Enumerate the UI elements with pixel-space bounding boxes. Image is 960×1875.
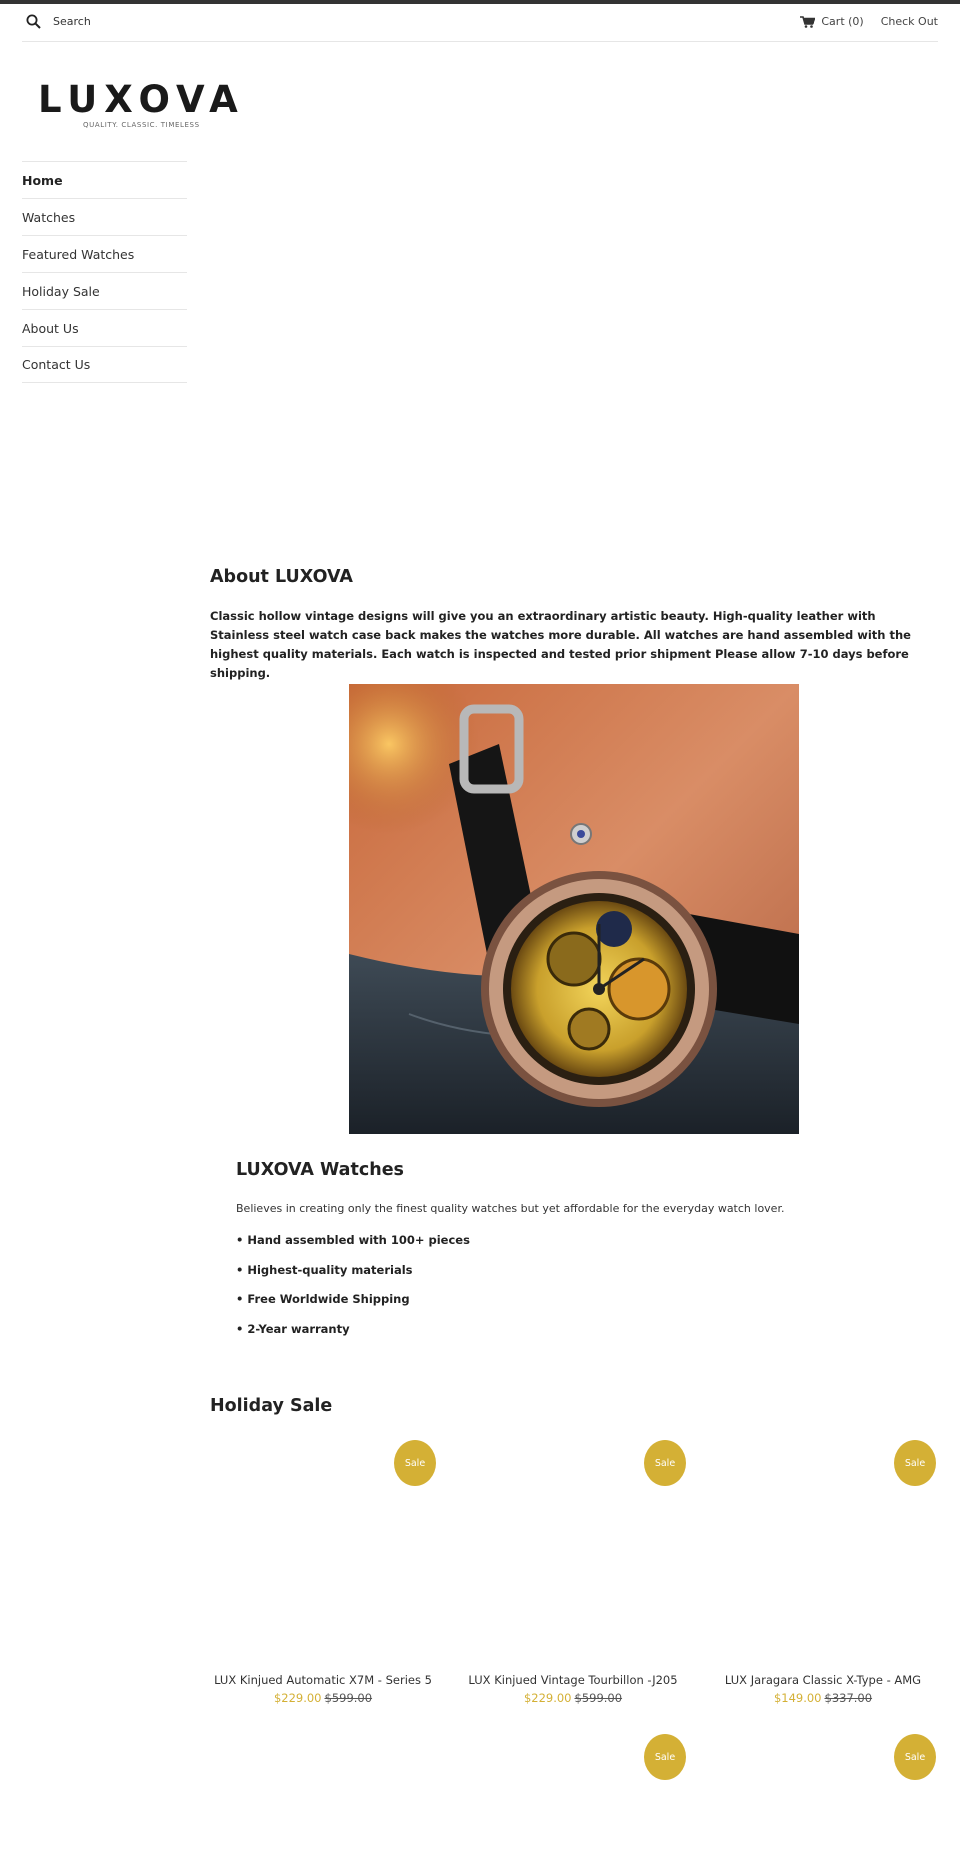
nav-item-watches[interactable]: Watches (22, 198, 187, 235)
brand-tagline: QUALITY. CLASSIC. TIMELESS (83, 121, 200, 129)
watch-illustration (349, 684, 799, 1134)
sale-price: $149.00 (773, 1691, 822, 1705)
watches-title: LUXOVA Watches (236, 1160, 404, 1180)
nav-item-featured-watches[interactable]: Featured Watches (22, 235, 187, 272)
feature-item: • 2-Year warranty (236, 1321, 350, 1336)
nav-item-about-us[interactable]: About Us (22, 309, 187, 346)
sale-badge: Sale (644, 1734, 686, 1780)
sale-price: $229.00 (523, 1691, 572, 1705)
search-input[interactable]: Search (53, 15, 91, 28)
brand-name: LUXOVA (38, 78, 245, 121)
feature-list (236, 1230, 470, 1348)
sale-badge: Sale (394, 1440, 436, 1486)
feature-item: • Free Worldwide Shipping (236, 1292, 410, 1306)
product-price (203, 1691, 443, 1705)
about-text: Classic hollow vintage designs will give you an extraordinary artistic beauty. High-quality leather with Stainless steel watch case back makes the watches more durable. All watches are hand assembled with the highest quality materials. Each watch is inspected and tested prior shipment Please allow 7-10 days before shipping. (210, 609, 911, 680)
search-icon[interactable] (26, 14, 41, 29)
product-name[interactable]: LUX Kinjued Vintage Tourbillon -J205 (468, 1673, 678, 1687)
feature-item: • Hand assembled with 100+ pieces (236, 1233, 470, 1247)
watches-description: Believes in creating only the finest quality watches but yet affordable for the everyday watch lover. (236, 1202, 785, 1215)
product-price (703, 1691, 943, 1705)
header-actions (800, 15, 938, 28)
product-card[interactable] (453, 1673, 693, 1705)
nav-item-home[interactable]: Home (22, 161, 187, 198)
original-price: $337.00 (824, 1691, 873, 1705)
product-price (453, 1691, 693, 1705)
product-card[interactable] (203, 1673, 443, 1705)
sale-badge: Sale (644, 1440, 686, 1486)
original-price: $599.00 (574, 1691, 623, 1705)
site-header (22, 4, 938, 42)
sale-badge: Sale (894, 1440, 936, 1486)
product-card[interactable] (703, 1673, 943, 1705)
cart-icon (800, 16, 815, 28)
product-name[interactable]: LUX Kinjued Automatic X7M - Series 5 (214, 1673, 432, 1687)
original-price: $599.00 (324, 1691, 373, 1705)
holiday-sale-title: Holiday Sale (210, 1396, 333, 1416)
product-name[interactable]: LUX Jaragara Classic X-Type - AMG (724, 1673, 922, 1687)
checkout-link[interactable]: Check Out (880, 15, 938, 28)
search[interactable] (26, 14, 91, 29)
brand-logo[interactable] (38, 78, 245, 129)
about-title: About LUXOVA (210, 567, 353, 587)
sale-price: $229.00 (273, 1691, 322, 1705)
cart-link[interactable] (800, 15, 863, 28)
nav-item-contact-us[interactable]: Contact Us (22, 346, 187, 383)
hero-watch-image (349, 684, 799, 1134)
feature-item: • Highest-quality materials (236, 1262, 413, 1277)
sale-badge: Sale (894, 1734, 936, 1780)
sidebar-nav (22, 161, 187, 383)
nav-item-holiday-sale[interactable]: Holiday Sale (22, 272, 187, 309)
cart-label[interactable]: Cart (0) (821, 15, 864, 28)
